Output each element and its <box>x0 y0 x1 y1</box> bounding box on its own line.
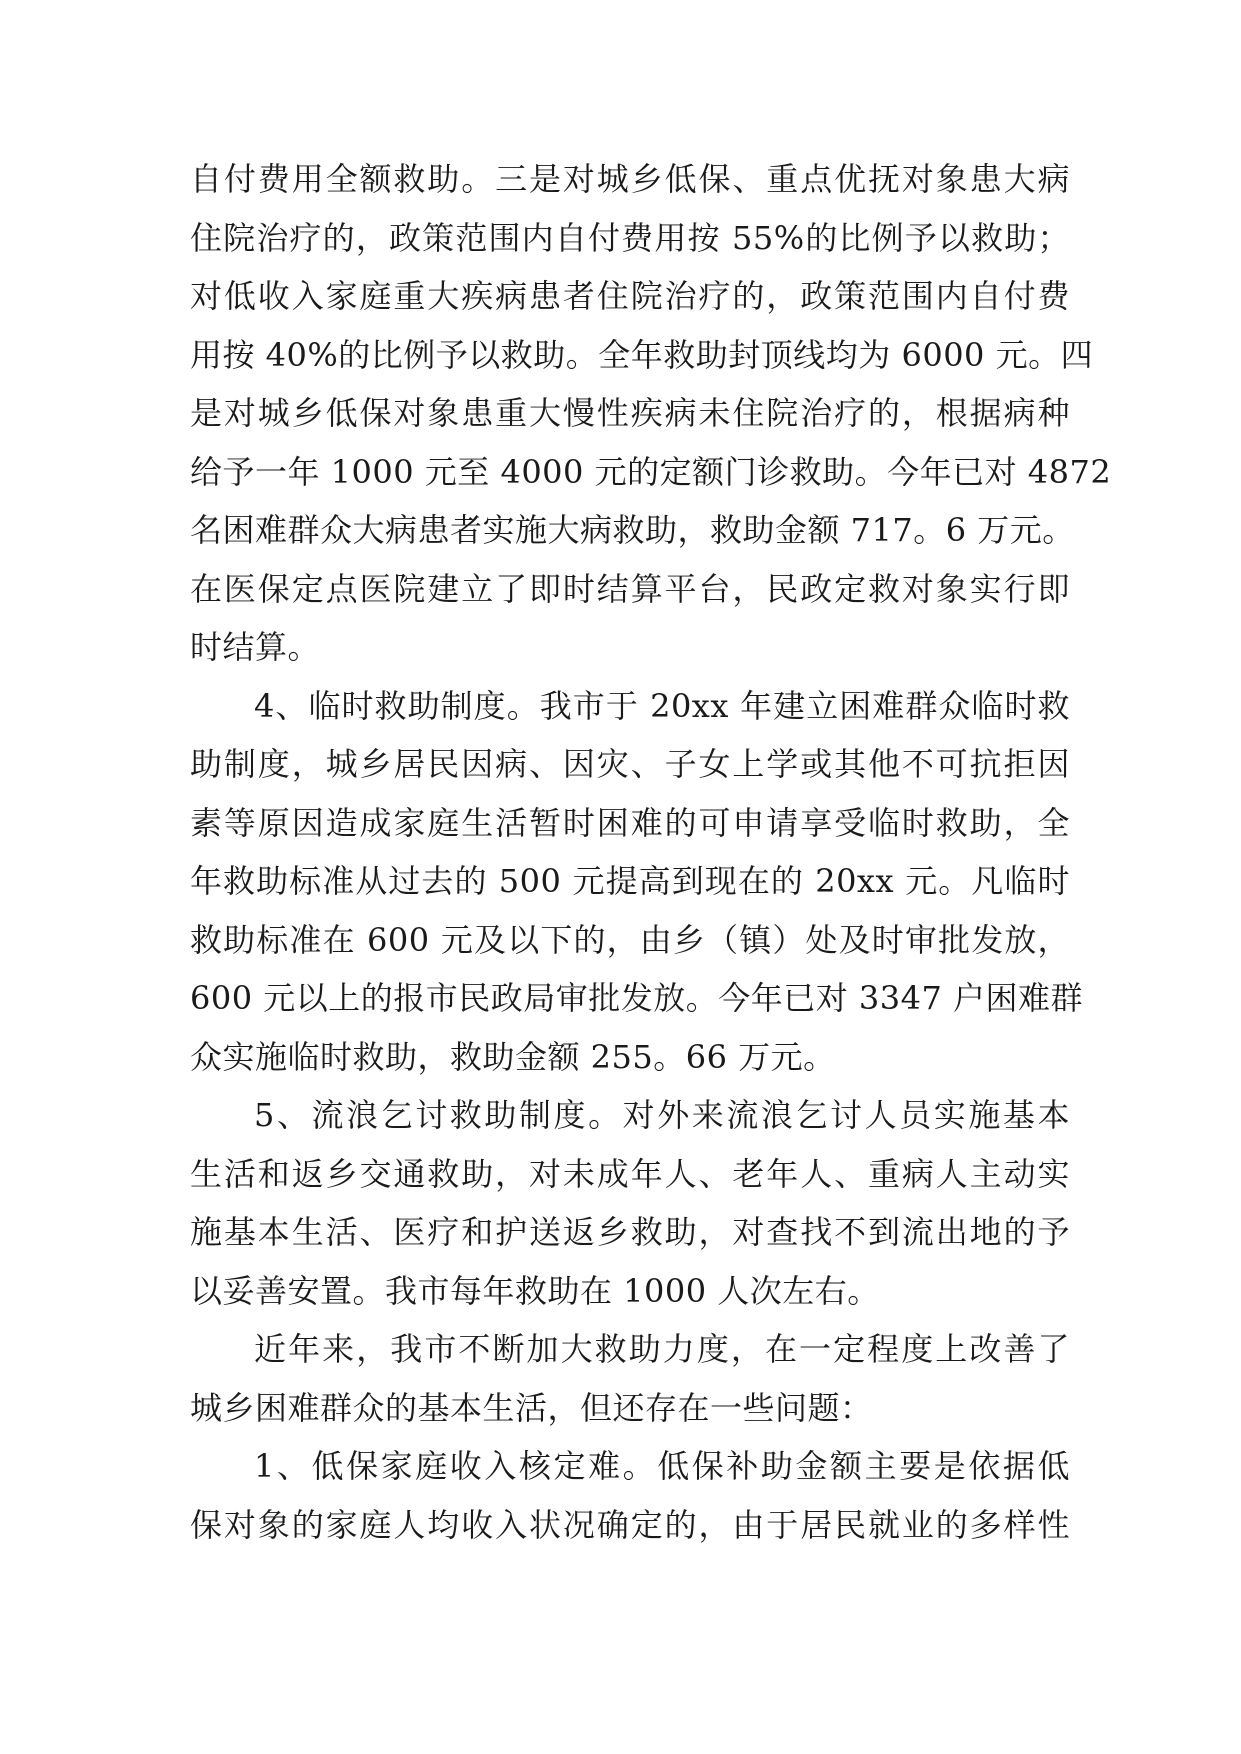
text-line: 在医保定点医院建立了即时结算平台，民政定救对象实行即 <box>190 569 1070 608</box>
text-line: 用按 40%的比例予以救助。全年救助封顶线均为 6000 元。四 <box>190 335 1094 374</box>
text-line: 助制度，城乡居民因病、因灾、子女上学或其他不可抗拒因 <box>190 745 1070 783</box>
text-line: 以妥善安置。我市每年救助在 1000 人次左右。 <box>190 1271 880 1310</box>
text-line: 城乡困难群众的基本生活，但还存在一些问题： <box>190 1388 873 1427</box>
text-line: 住院治疗的，政策范围内自付费用按 55%的比例予以救助； <box>190 218 1070 257</box>
text-line: 给予一年 1000 元至 4000 元的定额门诊救助。今年已对 4872 <box>190 452 1112 491</box>
text-line: 生活和返乡交通救助，对未成年人、老年人、重病人主动实 <box>190 1154 1070 1193</box>
text-line: 600 元以上的报市民政局审批发放。今年已对 3347 户困难群 <box>190 979 1084 1017</box>
text-line: 救助标准在 600 元及以下的，由乡（镇）处及时审批发放， <box>190 920 1070 959</box>
text-line: 名困难群众大病患者实施大病救助，救助金额 717。6 万元。 <box>190 511 1075 549</box>
text-line: 是对城乡低保对象患重大慢性疾病未住院治疗的，根据病种 <box>190 394 1070 432</box>
text-line: 5、流浪乞讨救助制度。对外来流浪乞讨人员实施基本 <box>254 1096 1070 1134</box>
text-line: 素等原因造成家庭生活暂时困难的可申请享受临时救助，全 <box>190 803 1070 842</box>
text-line: 对低收入家庭重大疾病患者住院治疗的，政策范围内自付费 <box>190 277 1070 315</box>
text-line: 施基本生活、医疗和护送返乡救助，对查找不到流出地的予 <box>190 1213 1070 1251</box>
text-line: 近年来，我市不断加大救助力度，在一定程度上改善了 <box>254 1330 1070 1368</box>
text-line: 年救助标准从过去的 500 元提高到现在的 20xx 元。凡临时 <box>190 862 1070 900</box>
text-line: 自付费用全额救助。三是对城乡低保、重点优抚对象患大病 <box>190 160 1070 198</box>
text-line: 众实施临时救助，救助金额 255。66 万元。 <box>190 1037 836 1076</box>
text-line: 时结算。 <box>190 628 321 666</box>
body-text <box>190 150 1112 1554</box>
text-line: 1、低保家庭收入核定难。低保补助金额主要是依据低 <box>254 1447 1070 1485</box>
text-line: 保对象的家庭人均收入状况确定的，由于居民就业的多样性 <box>190 1505 1070 1544</box>
text-line: 4、临时救助制度。我市于 20xx 年建立困难群众临时救 <box>254 686 1070 725</box>
